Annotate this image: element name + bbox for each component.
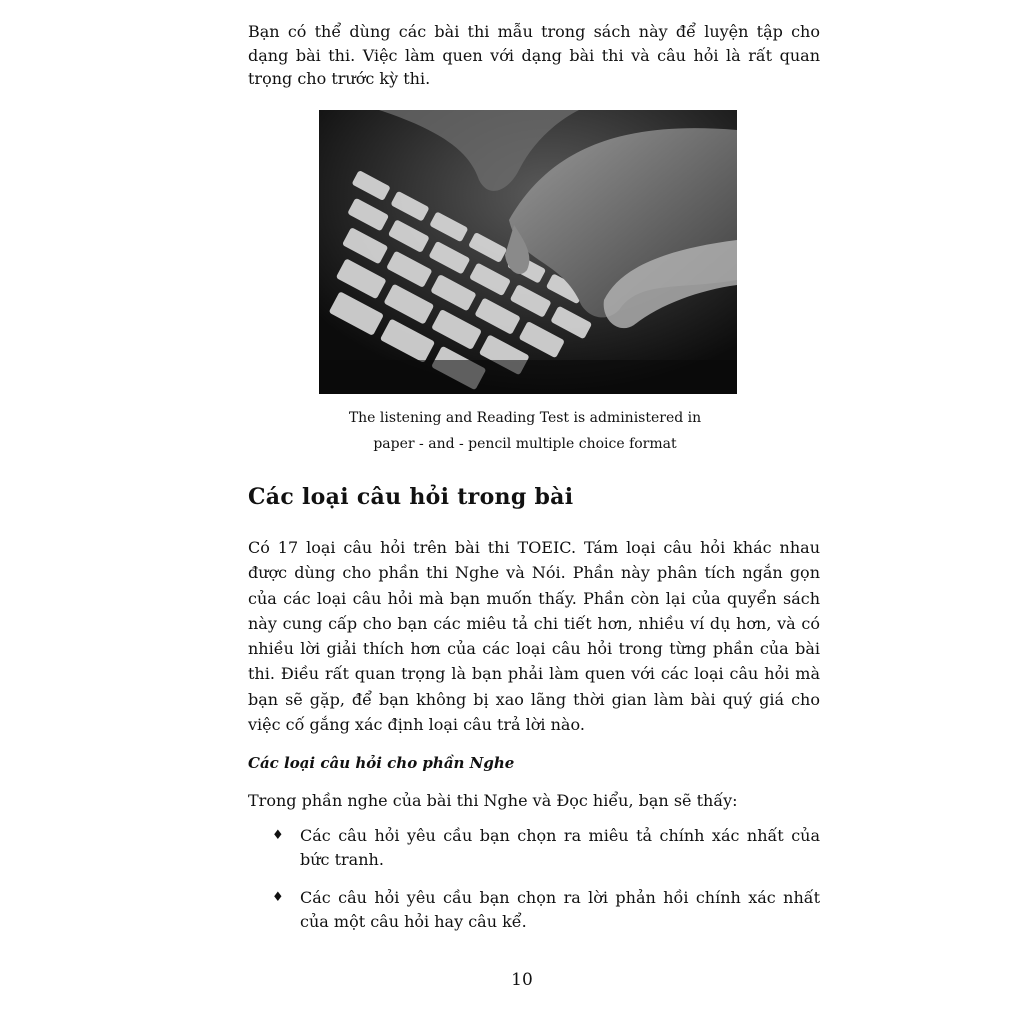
diamond-bullet-icon: ♦: [272, 828, 284, 843]
section-body-paragraph: Có 17 loại câu hỏi trên bài thi TOEIC. Tám loại câu hỏi khác nhau được dùng cho phần thi Nghe và Nói. Phần này phân tích ngắn gọn của các loại câu hỏi mà bạn muốn thấy. Phần còn lại của quyển sách này cung cấp cho bạn các miêu tả chi tiết hơn, nhiều ví dụ hơn, và có nhiều lời giải thích hơn của các loại câu hỏi trong từng phần của bài thi. Điều rất quan trọng là bạn phải làm quen với các loại câu hỏi mà bạn sẽ gặp, để bạn không bị xao lãng thời gian làm bài quý giá cho việc cố gắng xác định loại câu trả lời nào.: [248, 538, 820, 735]
list-item: [272, 886, 820, 934]
subsection-heading: Các loại câu hỏi cho phần Nghe: [248, 754, 515, 772]
bullet-list: [272, 824, 820, 948]
intro-paragraph: Bạn có thể dùng các bài thi mẫu trong sách này để luyện tập cho dạng bài thi. Việc làm quen với dạng bài thi và câu hỏi là rất quan trọng cho trước kỳ thi.: [248, 22, 820, 88]
keyboard-photo-graphic: [319, 110, 737, 394]
list-item-text: Các câu hỏi yêu cầu bạn chọn ra miêu tả chính xác nhất của bức tranh.: [300, 826, 820, 869]
caption-line-2: paper - and - pencil multiple choice format: [373, 436, 677, 452]
list-item: [272, 824, 820, 872]
keyboard-hands-photo: [319, 110, 737, 394]
subsection-intro: Trong phần nghe của bài thi Nghe và Đọc hiểu, bạn sẽ thấy:: [248, 791, 738, 810]
diamond-bullet-icon: ♦: [272, 890, 284, 905]
caption-line-1: The listening and Reading Test is administered in: [348, 410, 702, 426]
page-number: 10: [511, 970, 533, 990]
section-heading: Các loại câu hỏi trong bài: [248, 484, 574, 510]
list-item-text: Các câu hỏi yêu cầu bạn chọn ra lời phản hồi chính xác nhất của một câu hỏi hay câu kể.: [300, 888, 820, 931]
figure-caption: [320, 405, 730, 457]
